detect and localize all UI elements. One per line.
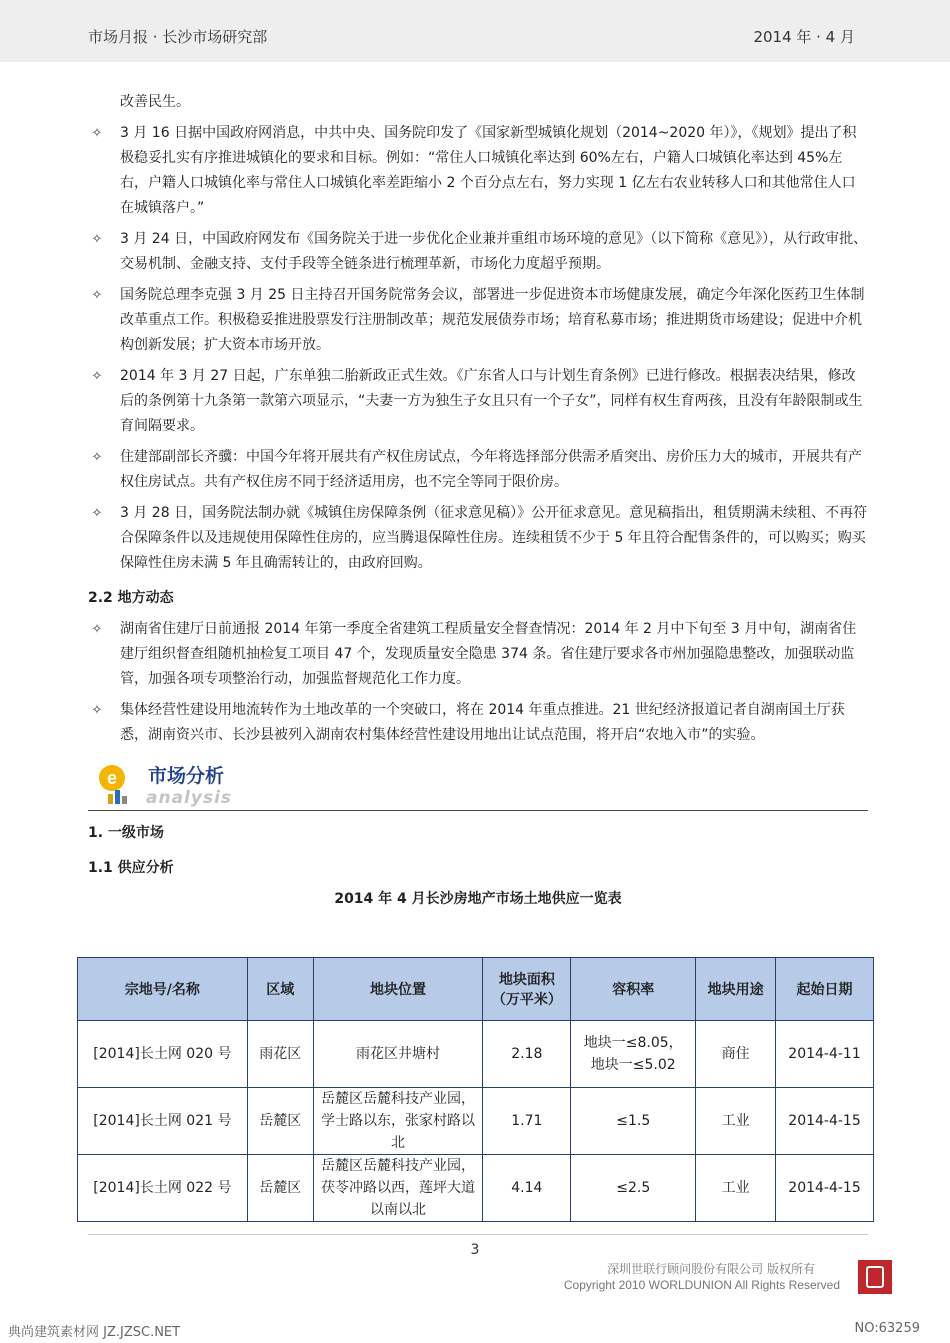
list-item: ✧ 湖南省住建厅日前通报 2014 年第一季度全省建筑工程质量安全督查情况：2014 年 2 月中下旬至 3 月中旬，湖南省住建厅组织督查组随机抽检复工项目 47 个，发现质量安全隐患 374 条。省住建厅要求各市州加强隐患整改，加强联动监管，加强各项专项整治行动，加强监督规范化工作力度。 bbox=[88, 617, 868, 692]
section-heading-local: 2.2 地方动态 bbox=[88, 590, 174, 606]
table-cell: 2.18 bbox=[483, 1021, 571, 1088]
land-supply-table bbox=[77, 957, 874, 1222]
table-cell: 岳麓区 bbox=[247, 1088, 313, 1155]
lead-paragraph: 改善民生。 bbox=[120, 94, 190, 110]
table-cell: 岳麓区岳麓科技产业园，茯苓冲路以西，莲坪大道以南以北 bbox=[313, 1155, 483, 1222]
local-news-list bbox=[88, 617, 868, 748]
diamond-bullet-icon: ✧ bbox=[91, 232, 103, 247]
main-content bbox=[88, 90, 868, 916]
table-cell: [2014]长土网 021 号 bbox=[78, 1088, 248, 1155]
column-header: 起始日期 bbox=[776, 958, 874, 1021]
table-cell: 工业 bbox=[696, 1088, 776, 1155]
diamond-bullet-icon: ✧ bbox=[91, 622, 103, 637]
column-header: 地块面积（万平米） bbox=[483, 958, 571, 1021]
list-item: ✧ 3 月 16 日据中国政府网消息，中共中央、国务院印发了《国家新型城镇化规划（2014~2020 年）》，《规划》提出了积极稳妥扎实有序推进城镇化的要求和目标。例如：“常住人口城镇化率达到 60%左右，户籍人口城镇化率达到 45%左右，户籍人口城镇化率与常住人口城镇化率差距缩小 2 个百分点左右，努力实现 1 亿左右农业转移人口和其他常住人口在城镇落户。” bbox=[88, 121, 868, 221]
table-cell: ≤2.5 bbox=[571, 1155, 696, 1222]
watermark-bar bbox=[0, 1318, 950, 1343]
table-cell: [2014]长土网 020 号 bbox=[78, 1021, 248, 1088]
table-title: 2014 年 4 月长沙房地产市场土地供应一览表 bbox=[334, 891, 622, 907]
footer-divider bbox=[88, 1234, 868, 1235]
table-row bbox=[78, 1088, 874, 1155]
table-cell: 工业 bbox=[696, 1155, 776, 1222]
banner-title: 市场分析 bbox=[148, 765, 225, 787]
table-row bbox=[78, 1155, 874, 1222]
column-header: 区域 bbox=[247, 958, 313, 1021]
column-header: 宗地号/名称 bbox=[78, 958, 248, 1021]
diamond-bullet-icon: ✧ bbox=[91, 703, 103, 718]
list-item: ✧ 住建部副部长齐骥：中国今年将开展共有产权住房试点，今年将选择部分供需矛盾突出、房价压力大的城市，开展共有产权住房试点。共有产权住房不同于经济适用房，也不完全等同于限价房。 bbox=[88, 445, 868, 495]
column-header: 地块用途 bbox=[696, 958, 776, 1021]
page-header bbox=[0, 0, 950, 62]
list-item: ✧ 3 月 28 日，国务院法制办就《城镇住房保障条例（征求意见稿）》公开征求意见。意见稿指出，租赁期满未续租、不再符合保障条件以及违规使用保障性住房的，应当腾退保障性住房。连续租赁不少于 5 年且符合配售条件的，可以购买；购买保障性住房未满 5 年且确需转让的，由政府回购。 bbox=[88, 501, 868, 576]
column-header: 容积率 bbox=[571, 958, 696, 1021]
diamond-bullet-icon: ✧ bbox=[91, 288, 103, 303]
footer-copyright: Copyright 2010 WORLDUNION All Rights Reserved bbox=[563, 1278, 840, 1292]
footer-company: 深圳世联行顾问股份有限公司 版权所有 bbox=[607, 1262, 815, 1276]
table-cell: 雨花区 bbox=[247, 1021, 313, 1088]
list-item: ✧ 3 月 24 日，中国政府网发布《国务院关于进一步优化企业兼并重组市场环境的意见》（以下简称《意见》），从行政审批、交易机制、金融支持、支付手段等全链条进行梳理革新，市场化力度超乎预期。 bbox=[88, 227, 868, 277]
table-cell: 商住 bbox=[696, 1021, 776, 1088]
table-cell: 2014-4-15 bbox=[776, 1088, 874, 1155]
banner-subtitle: analysis bbox=[146, 788, 233, 808]
column-header: 地块位置 bbox=[313, 958, 483, 1021]
diamond-bullet-icon: ✧ bbox=[91, 506, 103, 521]
table-cell: [2014]长土网 022 号 bbox=[78, 1155, 248, 1222]
market-analysis-banner bbox=[88, 758, 868, 811]
list-item: ✧ 国务院总理李克强 3 月 25 日主持召开国务院常务会议，部署进一步促进资本市场健康发展，确定今年深化医药卫生体制改革重点工作。积极稳妥推进股票发行注册制改革；规范发展债券市场；培育私募市场；推进期货市场建设；促进中介机构创新发展；扩大资本市场开放。 bbox=[88, 283, 868, 358]
worldunion-logo-icon bbox=[858, 1260, 892, 1294]
table-cell: 2014-4-11 bbox=[776, 1021, 874, 1088]
table-cell: 岳麓区 bbox=[247, 1155, 313, 1222]
national-news-list bbox=[88, 121, 868, 576]
section-heading-supply: 1.1 供应分析 bbox=[88, 860, 174, 876]
table-cell: 4.14 bbox=[483, 1155, 571, 1222]
watermark-site: 典尚建筑素材网 JZ.JZSC.NET bbox=[8, 1325, 181, 1340]
section-heading-primary: 1. 一级市场 bbox=[88, 825, 164, 841]
watermark-number: NO:63259 bbox=[854, 1321, 920, 1336]
analysis-logo-icon bbox=[92, 762, 132, 806]
list-item: ✧ 集体经营性建设用地流转作为土地改革的一个突破口，将在 2014 年重点推进。21 世纪经济报道记者自湖南国土厅获悉，湖南资兴市、长沙县被列入湖南农村集体经营性建设用地出让试点范围，将开启“农地入市”的实验。 bbox=[88, 698, 868, 748]
table-cell: 雨花区井塘村 bbox=[313, 1021, 483, 1088]
svg-text:e: e bbox=[106, 768, 118, 788]
table-cell: 岳麓区岳麓科技产业园，学士路以东，张家村路以北 bbox=[313, 1088, 483, 1155]
table-header-row bbox=[78, 958, 874, 1021]
diamond-bullet-icon: ✧ bbox=[91, 450, 103, 465]
table-cell: 2014-4-15 bbox=[776, 1155, 874, 1222]
report-title: 市场月报 · 长沙市场研究部 bbox=[88, 28, 268, 46]
diamond-bullet-icon: ✧ bbox=[91, 369, 103, 384]
table-cell: 1.71 bbox=[483, 1088, 571, 1155]
table-cell: ≤1.5 bbox=[571, 1088, 696, 1155]
table-cell: 地块一≤8.05，地块一≤5.02 bbox=[571, 1021, 696, 1088]
list-item: ✧ 2014 年 3 月 27 日起，广东单独二胎新政正式生效。《广东省人口与计划生育条例》已进行修改。根据表决结果，修改后的条例第十九条第一款第六项显示，“夫妻一方为独生子女且只有一个子女”，同样有权生育两孩，且没有年龄限制或生育间隔要求。 bbox=[88, 364, 868, 439]
table-row bbox=[78, 1021, 874, 1088]
report-date: 2014 年 · 4 月 bbox=[753, 28, 855, 46]
diamond-bullet-icon: ✧ bbox=[91, 126, 103, 141]
page-number: 3 bbox=[470, 1242, 480, 1258]
